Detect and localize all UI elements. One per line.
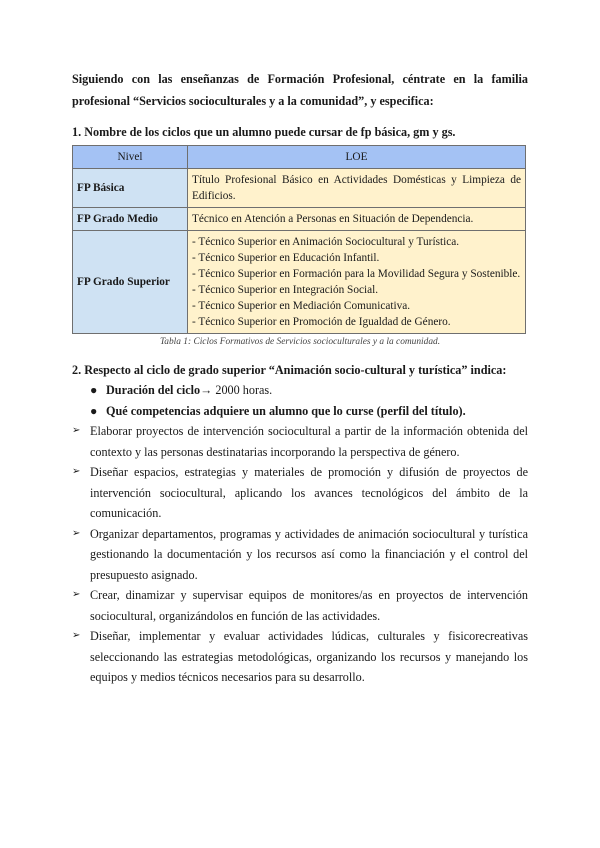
loe-cell	[188, 208, 526, 231]
competence-text: Diseñar espacios, estrategias y materiales de promoción y difusión de proyectos de intervención sociocultural, aplicando los avances tecnológicos del ámbito de la comunicación.	[90, 465, 528, 520]
bullet-icon: ●	[90, 383, 98, 397]
arrow-icon: →	[200, 383, 213, 397]
arrowhead-bullet-icon: ➢	[72, 425, 81, 436]
competence-text: Crear, dinamizar y supervisar equipos de monitores/as en proyectos de intervención sociocultural, organizándolos en función de las actividades.	[90, 588, 528, 623]
competence-text: Organizar departamentos, programas y actividades de animación sociocultural y turística gestionando la documentación y los recursos así como la financiación y el control del presupuesto asignado.	[90, 526, 528, 582]
level-cell: FP Grado Medio	[73, 208, 188, 231]
loe-cell	[188, 231, 526, 334]
competence-text: Diseñar, implementar y evaluar actividades lúdicas, culturales y fisicorecreativas seleccionando las estrategias metodológicas, organizando los recursos y manejando los equipos y medios técnicos necesarios para su desarrollo.	[90, 629, 528, 684]
competence-text: Elaborar proyectos de intervención sociocultural a partir de la información obtenida del contexto y las personas destinatarias incorporando la perspectiva de género.	[90, 424, 528, 459]
list-item	[72, 421, 528, 462]
question-1-heading: 1. Nombre de los ciclos que un alumno puede cursar de fp básica, gm y gs.	[72, 125, 456, 139]
duration-label: Duración del ciclo	[106, 383, 201, 397]
arrowhead-bullet-icon: ➢	[72, 466, 81, 477]
table-row-fp-grado-medio	[73, 208, 526, 231]
list-item	[72, 585, 528, 626]
level-cell: FP Básica	[73, 169, 188, 208]
loe-line: Título Profesional Básico en Actividades Domésticas y Limpieza de Edificios.	[192, 174, 521, 202]
table-row-fp-grado-superior	[73, 231, 526, 334]
loe-line: - Técnico Superior en Mediación Comunicativa.	[192, 300, 411, 312]
list-item	[72, 524, 528, 586]
bullet-icon: ●	[90, 403, 98, 418]
document-page	[72, 68, 528, 688]
list-item-competences	[72, 401, 528, 422]
competences-list	[72, 421, 528, 688]
loe-line: Técnico en Atención a Personas en Situación de Dependencia.	[192, 213, 474, 225]
cycles-table	[72, 145, 526, 334]
bullet-list	[72, 380, 528, 421]
loe-line: - Técnico Superior en Integración Social.	[192, 284, 379, 296]
table-header-row	[73, 146, 526, 169]
loe-line: - Técnico Superior en Promoción de Igualdad de Género.	[192, 316, 451, 328]
question-2-heading: 2. Respecto al ciclo de grado superior “Animación socio-cultural y turística” indica:	[72, 363, 507, 377]
duration-value: 2000 horas.	[212, 383, 273, 397]
arrowhead-bullet-icon: ➢	[72, 630, 81, 641]
loe-line: - Técnico Superior en Educación Infantil.	[192, 252, 380, 264]
loe-cell	[188, 169, 526, 208]
table-row-fp-basica	[73, 169, 526, 208]
competences-label: Qué competencias adquiere un alumno que lo curse (perfil del título).	[106, 403, 466, 418]
loe-line: - Técnico Superior en Formación para la Movilidad Segura y Sostenible.	[192, 268, 521, 280]
loe-line: - Técnico Superior en Animación Sociocultural y Turística.	[192, 236, 460, 248]
intro-paragraph: Siguiendo con las enseñanzas de Formación Profesional, céntrate en la familia profesional “Servicios socioculturales y a la comunidad”, y especifica:	[72, 72, 528, 108]
list-item	[72, 462, 528, 524]
header-loe: LOE	[188, 146, 526, 169]
arrowhead-bullet-icon: ➢	[72, 527, 81, 539]
list-item-duration	[72, 380, 528, 401]
level-cell: FP Grado Superior	[73, 231, 188, 334]
header-nivel: Nivel	[73, 146, 188, 169]
table-caption: Tabla 1: Ciclos Formativos de Servicios socioculturales y a la comunidad.	[159, 337, 441, 347]
arrowhead-bullet-icon: ➢	[72, 589, 81, 600]
list-item	[72, 626, 528, 688]
